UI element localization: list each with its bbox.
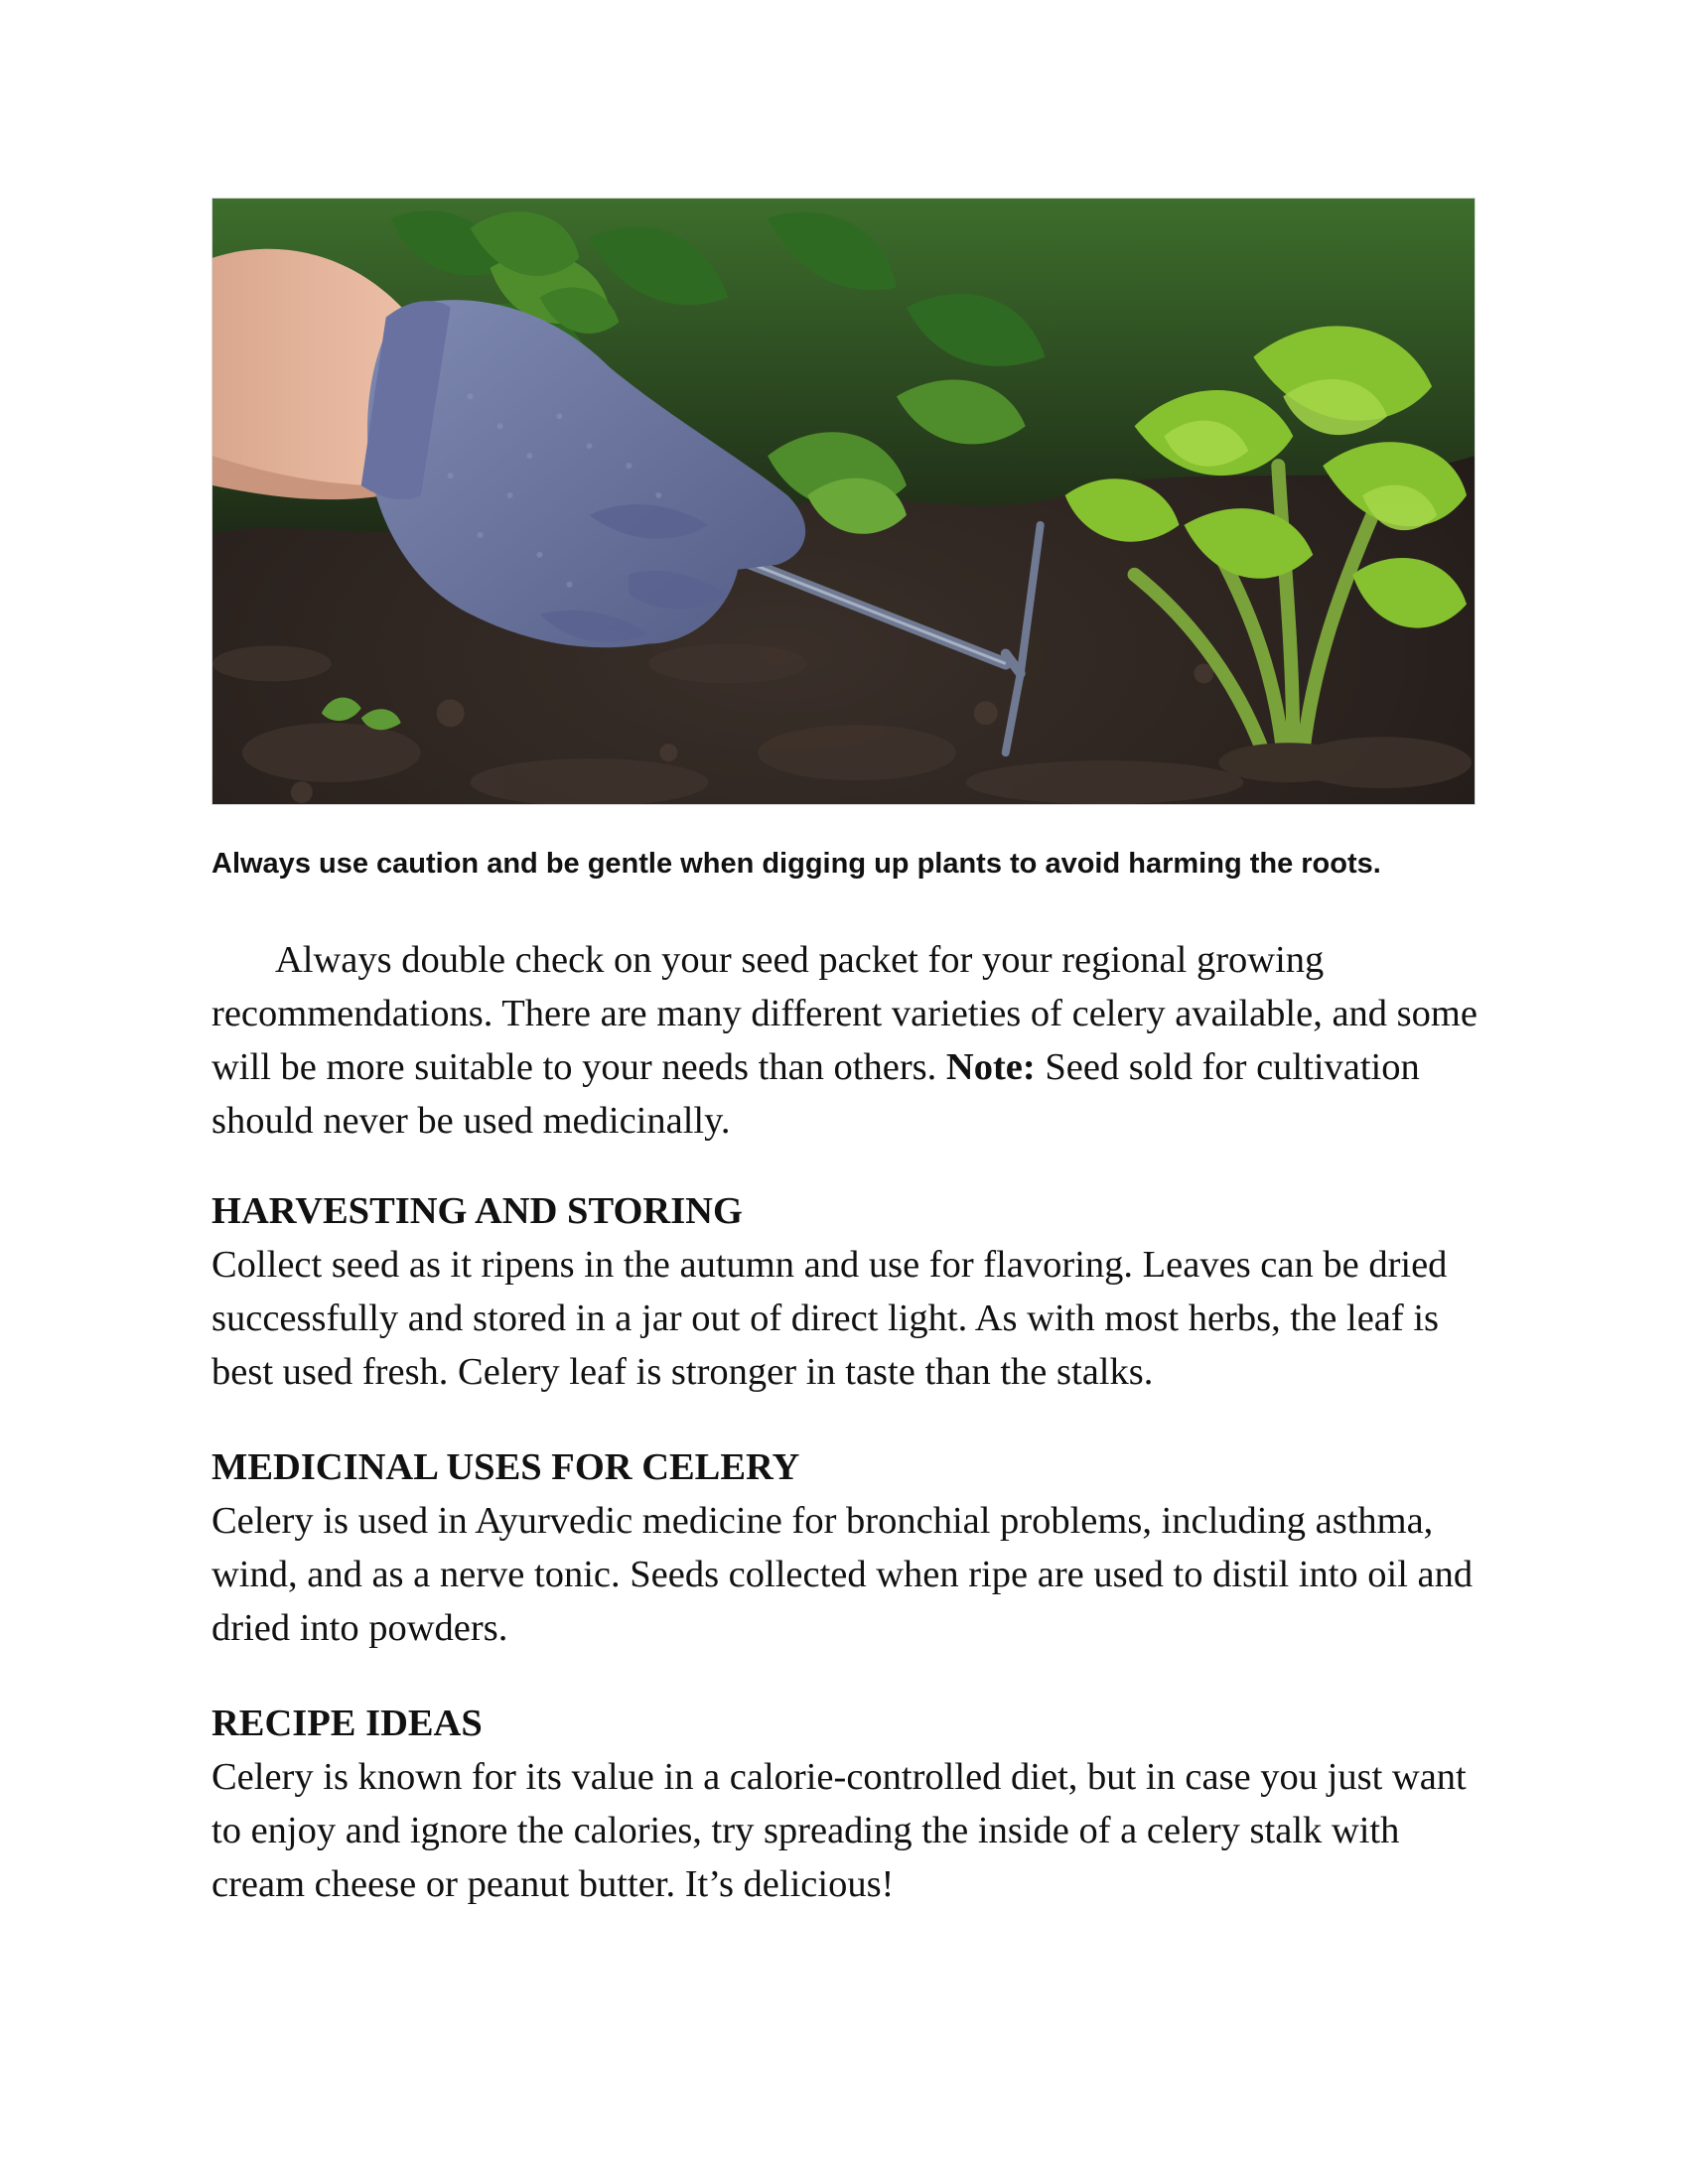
intro-note-text: Seed sold for cultivation should never be used medicinally. [211,1046,1420,1142]
section-body-harvesting: Collect seed as it ripens in the autumn and use for flavoring. Leaves can be dried successfully and stored in a jar out of direct light. As with most herbs, the leaf is best used fresh. Celery leaf is stronger in taste than the stalks. [211,1244,1448,1393]
photo-caption: Always use caution and be gentle when digging up plants to avoid harming the roots. [211,848,1381,880]
section-heading-recipes: RECIPE IDEAS [211,1703,483,1744]
intro-paragraph [211,933,1492,1148]
section-heading-medicinal: MEDICINAL USES FOR CELERY [211,1446,800,1488]
section-body-medicinal: Celery is used in Ayurvedic medicine for bronchial problems, including asthma, wind, and as a nerve tonic. Seeds collected when ripe are used to distil into oil and dried into powders. [211,1500,1474,1649]
intro-text: Always double check on your seed packet for your regional growing recommendations. There are many different varieties of celery available, and some will be more suitable to your needs than others. [211,939,1477,1088]
note-label: Note: [945,1046,1036,1088]
section-heading-harvesting: HARVESTING AND STORING [211,1190,743,1232]
section-body-recipes: Celery is known for its value in a calorie-controlled diet, but in case you just want to enjoy and ignore the calories, try spreading the inside of a celery stalk with cream cheese or peanut butter. It’s delicious! [211,1756,1467,1905]
celery-garden-photo [211,198,1476,805]
